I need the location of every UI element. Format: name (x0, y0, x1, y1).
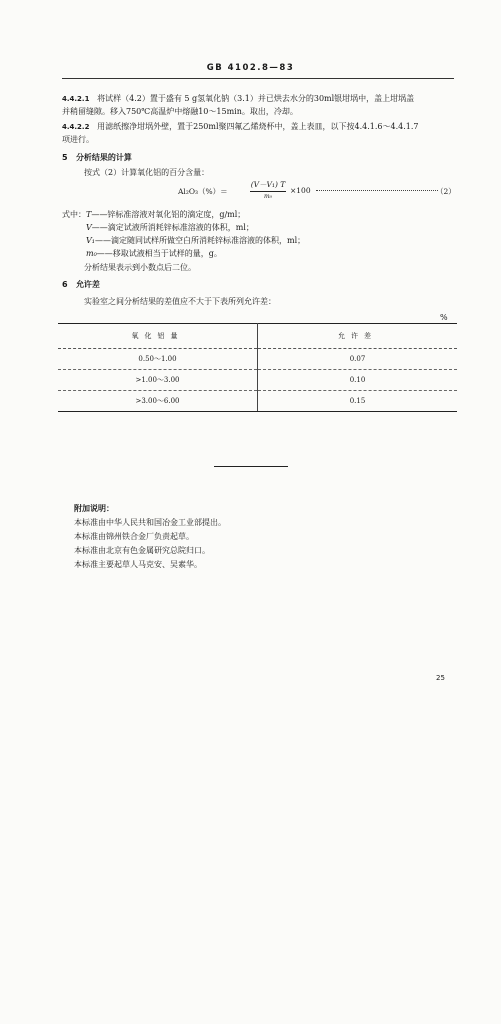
clause-text-line2: 项进行。 (62, 135, 94, 144)
dot-leader (316, 190, 438, 191)
table-cell: >1.00～3.00 (58, 370, 258, 391)
appendix-title: 附加说明： (74, 504, 114, 513)
definition-symbol: m₀ (86, 249, 97, 258)
table-cell: >3.00～6.00 (58, 391, 258, 412)
definition-text: ——滴定试液所消耗锌标准溶液的体积，ml； (91, 223, 254, 232)
fraction-bar (250, 191, 286, 192)
section-5-intro: 按式（2）计算氧化铝的百分含量： (84, 168, 210, 177)
equation-number: （2） (436, 187, 456, 196)
where-label: 式中： (62, 210, 86, 219)
appendix-line: 本标准由中华人民共和国冶金工业部提出。 (74, 518, 226, 527)
table-cell: 0.10 (258, 370, 458, 391)
section-title: 允许差 (75, 280, 100, 289)
definition-item (86, 210, 245, 220)
unit-label: % (440, 313, 448, 322)
appendix-line: 本标准主要起草人马克安、吴素华。 (74, 560, 202, 569)
definition-text: ——移取试液相当于试样的量，g。 (96, 249, 222, 258)
table-row (58, 349, 457, 370)
appendix-line: 本标准由锦州铁合金厂负责起草。 (74, 532, 194, 541)
table-header-row (58, 324, 457, 349)
end-of-standard-rule (214, 466, 288, 467)
formula-numerator: (V－V₁) T (250, 180, 286, 189)
formula-lhs: Al₂O₃（%）＝ (178, 187, 228, 196)
clause-4-4-2-2 (62, 122, 419, 132)
definition-symbol: V₁ (86, 236, 95, 245)
table-row (58, 391, 457, 412)
definition-item (86, 236, 305, 246)
column-header: 氧化铝量 (58, 324, 258, 349)
clause-text-line2: 并稍留缝隙。移入750℃高温炉中熔融10～15min。取出，冷却。 (62, 107, 298, 116)
clause-number: 4.4.2.1 (62, 95, 90, 103)
tolerance-table (58, 323, 457, 412)
section-6-heading (62, 280, 100, 290)
definition-item (86, 223, 254, 233)
table-cell: 0.50～1.00 (58, 349, 258, 370)
formula-2 (178, 180, 458, 210)
definition-text: ——锌标准溶液对氧化铝的滴定度，g/ml； (91, 210, 246, 219)
table-row (58, 370, 457, 391)
appendix-line: 本标准由北京有色金属研究总院归口。 (74, 546, 210, 555)
header-rule (62, 78, 454, 79)
standard-number: GB 4102.8—83 (206, 63, 295, 73)
clause-4-4-2-1 (62, 94, 414, 104)
clause-text-line1: 将试样（4.2）置于盛有 5 g氢氧化钠（3.1）并已烘去水分的30ml银坩埚中，盖上坩埚盖 (97, 94, 415, 103)
table-cell: 0.15 (258, 391, 458, 412)
column-header: 允许差 (258, 324, 458, 349)
section-number: 5 (62, 153, 68, 162)
definition-text: ——滴定随同试样所做空白所消耗锌标准溶液的体积，ml； (94, 236, 306, 245)
clause-text-line1: 用滤纸擦净坩埚外壁，置于250ml聚四氟乙烯烧杯中，盖上表皿，以下按4.4.1.6～4.4.1.7 (97, 122, 419, 131)
definition-item (86, 249, 222, 259)
formula-rhs: ×100 (290, 186, 311, 195)
definition-symbol: V (86, 223, 92, 232)
formula-denominator: m₀ (263, 193, 273, 200)
section-6-intro: 实验室之间分析结果的差值应不大于下表所列允许差： (84, 297, 276, 306)
formula-fraction (250, 180, 286, 201)
section-5-heading (62, 153, 132, 163)
definition-symbol: T (86, 210, 92, 219)
result-precision-note: 分析结果表示到小数点后二位。 (84, 263, 196, 272)
clause-number: 4.4.2.2 (62, 123, 90, 131)
table-cell: 0.07 (258, 349, 458, 370)
section-title: 分析结果的计算 (75, 153, 132, 162)
section-number: 6 (62, 280, 68, 289)
page-number: 25 (436, 674, 445, 682)
